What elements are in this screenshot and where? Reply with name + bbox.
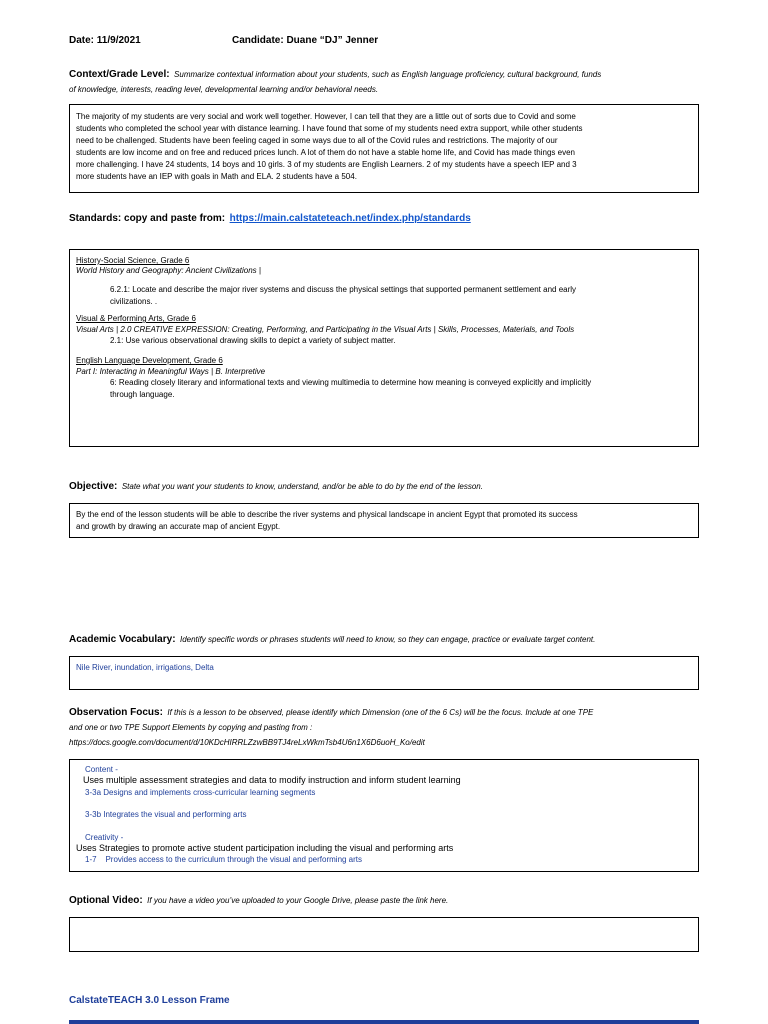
lesson-frame-title: CalstateTEACH 3.0 Lesson Frame <box>69 995 230 1006</box>
creativity-text: Uses Strategies to promote active student participation including the visual and performing arts <box>76 843 454 853</box>
content-label: Content - <box>85 765 118 774</box>
standards-box[interactable] <box>69 249 699 447</box>
item-3b-text: Integrates the visual and performing arts <box>103 810 247 819</box>
context-desc-2: of knowledge, interests, reading level, developmental learning and/or behavioral needs. <box>69 85 379 94</box>
item-17 <box>85 854 692 866</box>
standards-link[interactable]: https://main.calstateteach.net/index.php/standards <box>229 213 471 224</box>
video-link-box[interactable] <box>69 917 699 952</box>
eld-title: English Language Development, Grade 6 <box>76 356 223 365</box>
vocabulary-heading <box>69 629 595 647</box>
candidate-value: Duane “DJ” Jenner <box>286 35 379 46</box>
observation-desc-1: If this is a lesson to be observed, please identify which Dimension (one of the 6 Cs) will be the focus. Include at one TPE <box>167 708 594 717</box>
hss-title: History-Social Science, Grade 6 <box>76 256 190 265</box>
objective-line1: By the end of the lesson students will be able to describe the river systems and physical landscape in ancient Egypt that promoted its success <box>76 510 578 519</box>
objective-line2: and growth by drawing an accurate map of ancient Egypt. <box>76 522 281 531</box>
vocabulary-box[interactable] <box>69 656 699 690</box>
table-header-bar <box>69 1020 699 1024</box>
date-value: 11/9/2021 <box>96 35 141 46</box>
vapa-subtitle: Visual Arts | 2.0 CREATIVE EXPRESSION: Creating, Performing, and Participating in the Visual Arts | Skills, Processes, Materials, and Tools <box>76 325 575 334</box>
hss-subtitle: World History and Geography: Ancient Civilizations | <box>76 266 261 275</box>
context-desc-1: Summarize contextual information about your students, such as English language proficiency, cultural background, funds <box>174 70 602 79</box>
context-line: students who completed the school year with distance learning. I have found that some of my students need extra support, while other students <box>76 124 583 133</box>
vocabulary-label: Academic Vocabulary: <box>69 634 176 645</box>
item-3a-code: 3-3a <box>85 788 102 797</box>
hss-standard-line1: 6.2.1: Locate and describe the major river systems and discuss the physical settings that supported permanent settlement and early <box>110 285 577 294</box>
video-desc: If you have a video you’ve uploaded to your Google Drive, please paste the link here. <box>147 896 449 905</box>
content-text: Uses multiple assessment strategies and data to modify instruction and inform student learning <box>83 775 461 785</box>
item-17-code: 1-7 <box>85 855 97 864</box>
vocabulary-desc: Identify specific words or phrases students will need to know, so they can engage, practice or evaluate target content. <box>179 635 596 644</box>
objective-desc: State what you want your students to know, understand, and/or be able to do by the end of the lesson. <box>121 482 483 491</box>
context-line: The majority of my students are very social and work well together. However, I can tell that they are a little out of sorts due to Covid and some <box>76 112 576 121</box>
standards-label: Standards: copy and paste from: <box>69 213 226 224</box>
observation-box[interactable] <box>69 759 699 872</box>
vocabulary-text: Nile River, inundation, irrigations, Delta <box>76 663 214 672</box>
item-3a-text: Designs and implements cross-curricular learning segments <box>103 788 316 797</box>
date-line <box>69 35 141 46</box>
objective-label: Objective: <box>69 481 118 492</box>
candidate-line <box>232 35 378 46</box>
eld-standard-line2: through language. <box>110 390 175 399</box>
context-line: students are low income and on free and reduced prices lunch. A lot of them do not have a stable home life, and Covid has made things even <box>76 148 575 157</box>
video-heading <box>69 890 448 908</box>
standards-heading <box>69 208 471 226</box>
context-line: need to be challenged. Students have been feeling caged in some ways due to all of the Covid rules and restrictions. The majority of our <box>76 136 558 145</box>
creativity-label: Creativity - <box>85 833 124 842</box>
objective-box[interactable] <box>69 503 699 538</box>
vapa-title: Visual & Performing Arts, Grade 6 <box>76 314 196 323</box>
context-line: more students have an IEP with goals in Math and ELA. 2 students have a 504. <box>76 172 357 181</box>
context-line: more challenging. I have 24 students, 14 boys and 10 girls. 3 of my students are English Learners. 2 of my students have a speech IEP and 3 <box>76 160 577 169</box>
hss-standard-line2: civilizations. . <box>110 297 158 306</box>
context-box[interactable] <box>69 104 699 193</box>
observation-heading <box>69 704 709 749</box>
item-17-text: Provides access to the curriculum through the visual and performing arts <box>105 855 363 864</box>
item-3b-code: 3-3b <box>85 810 102 819</box>
observation-desc-3: https://docs.google.com/document/d/10KDcHIRRLZzwBB9TJ4reLxWkmTsb4U6n1X6D6uoH_Ko/edit <box>69 738 425 747</box>
context-heading <box>69 66 709 96</box>
context-label: Context/Grade Level: <box>69 69 170 80</box>
date-label: Date: <box>69 35 95 46</box>
item-3b <box>85 809 692 821</box>
observation-label: Observation Focus: <box>69 707 163 718</box>
eld-standard <box>110 377 692 401</box>
eld-subtitle: Part I: Interacting in Meaningful Ways | B. Interpretive <box>76 367 266 376</box>
hss-standard <box>110 284 692 308</box>
candidate-label: Candidate: <box>232 35 284 46</box>
item-3a <box>85 786 692 800</box>
eld-standard-line1: 6: Reading closely literary and informational texts and viewing multimedia to determine how meaning is conveyed explicitly and implicitly <box>110 378 592 387</box>
observation-desc-2: and one or two TPE Support Elements by copying and pasting from : <box>69 723 313 732</box>
vapa-standard: 2.1: Use various observational drawing skills to depict a variety of subject matter. <box>110 336 396 345</box>
video-label: Optional Video: <box>69 895 143 906</box>
objective-heading <box>69 476 483 494</box>
